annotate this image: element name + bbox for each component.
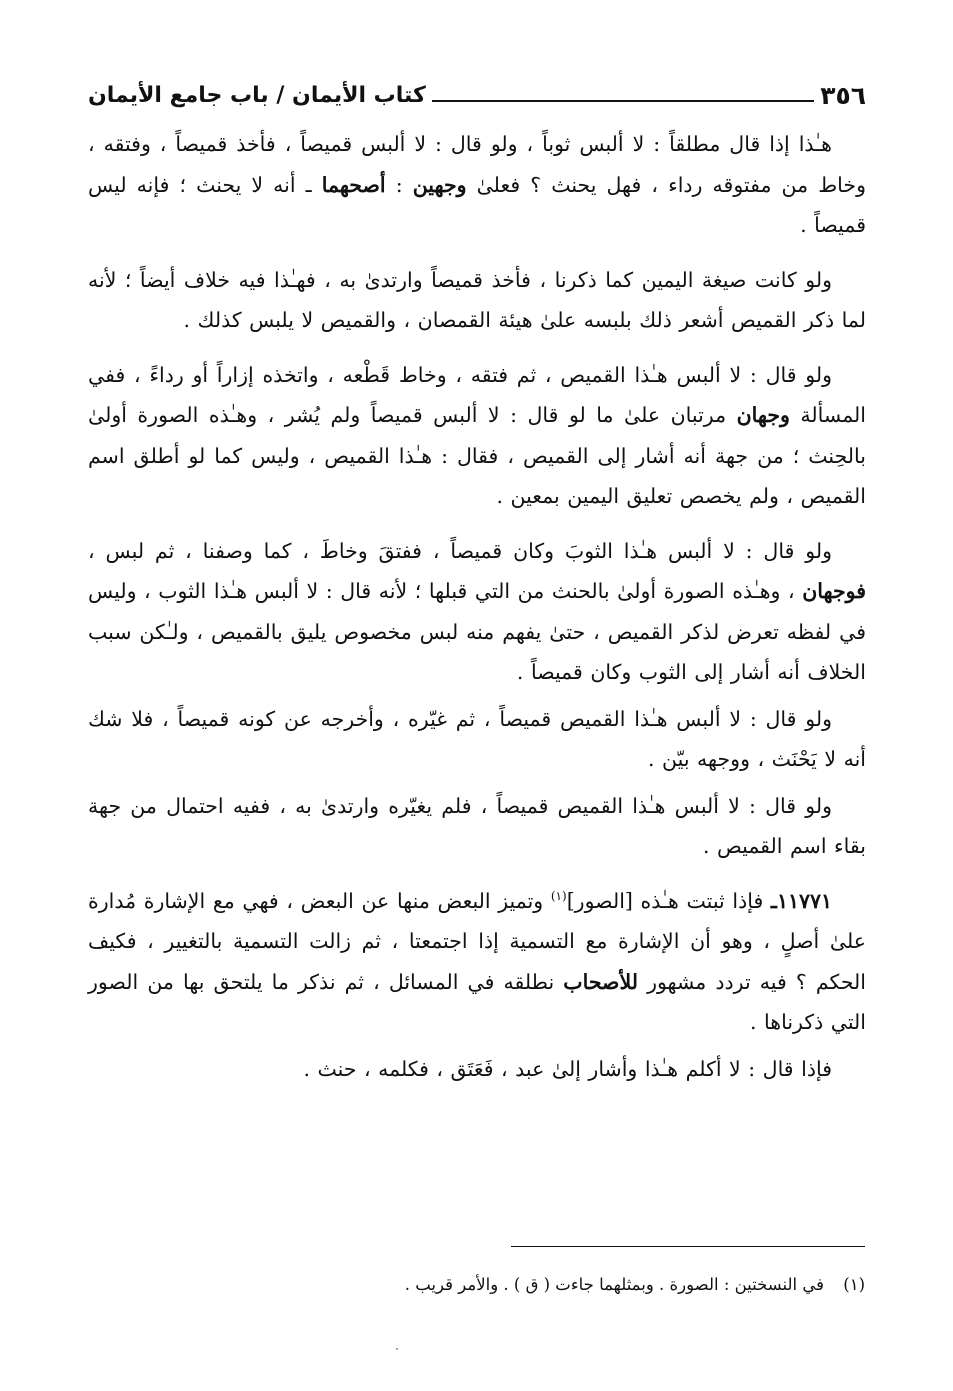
page-number: ٣٥٦ [820, 80, 866, 110]
text-run: هـٰذا إذا قال مطلقاً : لا ألبس ثوباً ، ولو قال : لا ألبس قميصاً ، فأخذ قميصاً ، وفتقه ، وخاط من مفتوقه رداء ، فهل يحنث ؟ فعلىٰ [88, 132, 866, 197]
bold-term: للأصحاب [563, 969, 638, 994]
paragraph [88, 786, 866, 867]
footnote-number: (١) [843, 1275, 865, 1294]
text-run: ولو كانت صيغة اليمين كما ذكرنا ، فأخذ قميصاً وارتدىٰ به ، فهـٰذا فيه خلاف أيضاً ؛ لأنه لما ذكر القميص أشعر ذلك بلبسه علىٰ هيئة القمصان ، والقميص لا يلبس كذلك . [88, 267, 866, 332]
paragraph [88, 699, 866, 780]
footnote-ref: (١) [550, 888, 567, 903]
paragraph [88, 260, 866, 341]
page-header [88, 70, 866, 120]
text-run: نطلقه في المسائل ، ثم نذكر ما يلتحق بها من الصور التي ذكرناها . [88, 969, 866, 1034]
text-run: فإذا ثبتت هـٰذه [الصور] [566, 888, 771, 913]
header-rule [432, 100, 814, 102]
text-run: ولو قال : لا ألبس هـٰذا القميص قميصاً ، فلم يغيّره وارتدىٰ به ، ففيه احتمال من جهة بقاء اسم القميص . [88, 793, 866, 858]
body-text [88, 124, 866, 1089]
footnote [87, 1272, 865, 1298]
book-page [88, 70, 866, 1103]
text-run: وتميز البعض منها عن البعض ، فهي مع الإشارة مُدارة علىٰ أصلٍ ، وهو أن الإشارة مع التسمية إذا اجتمعتا ، ثم زالت التسمية بالتغيير ، فكيف الحكم ؟ فيه تردد مشهور [88, 888, 866, 994]
text-run: ولو قال : لا ألبس هـٰذا الثوبَ وكان قميصاً ، ففتقَ وخاطَ ، كما وصفنا ، ثم لبس ، [88, 538, 832, 563]
paragraph [88, 1049, 866, 1090]
bold-term: وجهين [412, 172, 467, 197]
paragraph [88, 881, 866, 1043]
text-run: ولو قال : لا ألبس هـٰذا القميص ، ثم فتقه ، وخاط قَطْعه ، واتخذه إزاراً أو رداءً ، ففي المسألة [88, 362, 866, 427]
text-run: ـ أنه لا يحنث ؛ فإنه ليس قميصاً . [88, 172, 866, 237]
paragraph [88, 355, 866, 517]
scan-speck [396, 1348, 398, 1350]
text-run: فإذا قال : لا أكلم هـٰذا وأشار إلىٰ عبد ، فَعَتَق ، فكلمه ، حنث . [303, 1056, 832, 1081]
bold-term: فوجهان [802, 579, 866, 603]
bold-term: وجهان [736, 403, 790, 427]
bold-term: ١١٧٧١ـ [770, 888, 832, 913]
text-run: : [385, 172, 413, 197]
text-run: ولو قال : لا ألبس هـٰذا القميص قميصاً ، ثم غيّره ، وأخرجه عن كونه قميصاً ، فلا شك أنه لا يَحْنَث ، ووجهه بيّن . [88, 706, 866, 771]
footnote-rule [511, 1246, 865, 1247]
text-run: مرتبان علىٰ ما لو قال : لا ألبس قميصاً ولم يُشر ، وهـٰذه الصورة أولىٰ بالحِنث ؛ من جهة أنه أشار إلى القميص ، فقال : هـٰذا القميص ، وليس كما لو أطلق اسم القميص ، ولم يخصص تعليق اليمين بمعين . [88, 403, 866, 508]
running-title: كتاب الأيمان / باب جامع الأيمان [88, 82, 426, 108]
bold-term: أصحهما [321, 172, 386, 197]
footnote-text: في النسختين : الصورة . وبمثلهما جاءت ( ق ) . والأمر قريب . [404, 1275, 824, 1294]
paragraph [88, 124, 866, 246]
text-run: ، وهـٰذه الصورة أولىٰ بالحنث من التي قبلها ؛ لأنه قال : لا ألبس هـٰذا الثوب ، وليس في لفظه تعرض لذكر القميص ، حتىٰ يفهم منه لبس مخصوص يليق بالقميص ، ولـٰكن سبب الخلاف أنه أشار إلى الثوب وكان قميصاً . [88, 579, 866, 684]
paragraph [88, 531, 866, 693]
